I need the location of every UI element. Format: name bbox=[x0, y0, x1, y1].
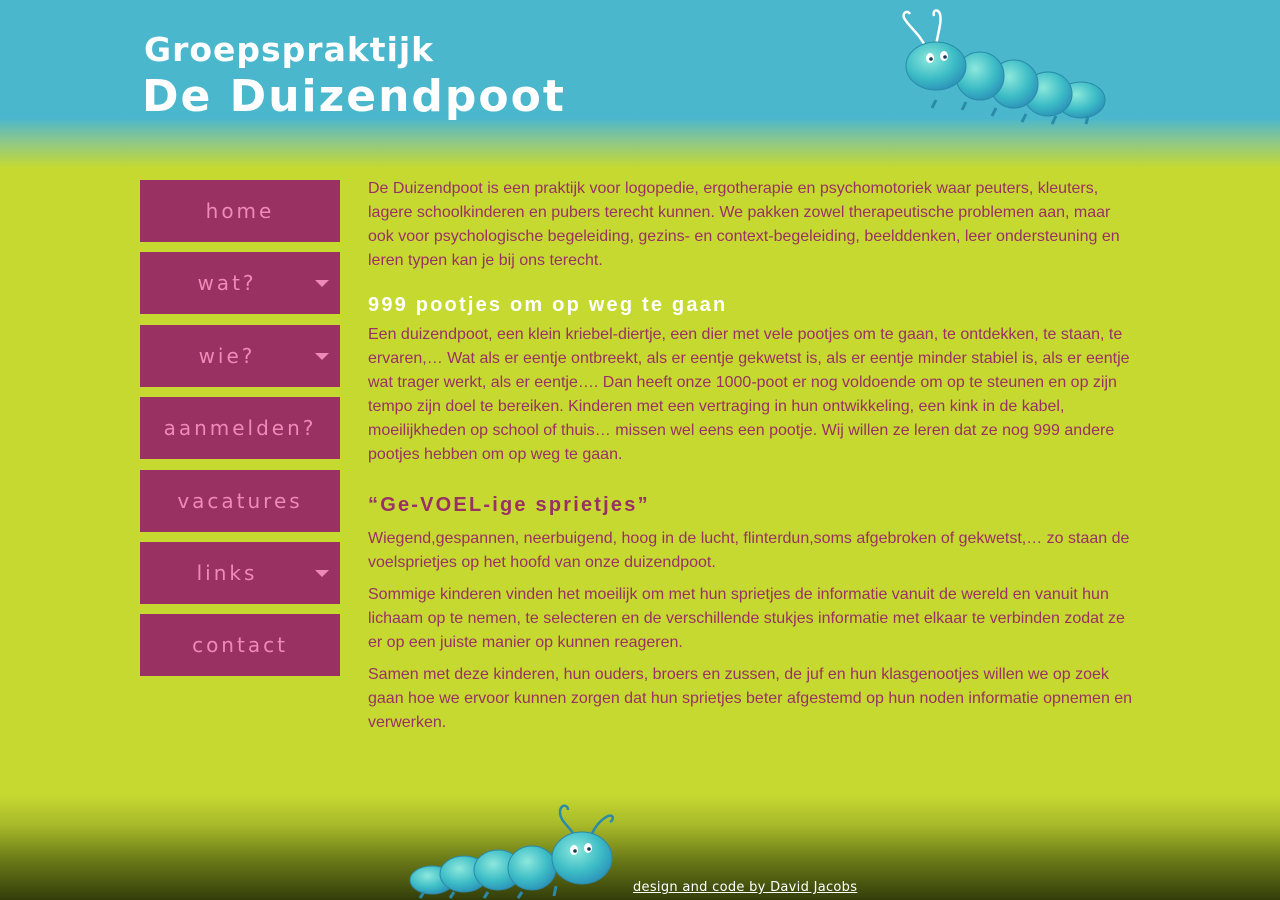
section-heading: 999 pootjes om op weg te gaan bbox=[368, 294, 728, 316]
nav-item-links[interactable] bbox=[140, 542, 340, 604]
nav-item-vacatures[interactable] bbox=[140, 470, 340, 532]
nav-item-wie[interactable] bbox=[140, 325, 340, 387]
nav-item-aanmelden[interactable] bbox=[140, 397, 340, 459]
chevron-down-icon bbox=[315, 280, 329, 287]
section-heading: “Ge-VOEL-ige sprietjes” bbox=[368, 494, 650, 516]
caterpillar-icon bbox=[896, 4, 1116, 128]
body-paragraph: Sommige kinderen vinden het moeilijk om met hun sprietjes de informatie vanuit de wereld en vanuit hun lichaam op te nemen, te selecteren en de verschillende stukjes informatie met elkaar te verbinden zodat ze er op een juiste manier op kunnen reageren. bbox=[368, 586, 1125, 651]
site-title: De Duizendpoot bbox=[142, 71, 566, 122]
main-navigation bbox=[140, 180, 340, 687]
nav-item-home[interactable] bbox=[140, 180, 340, 242]
nav-item-label: aanmelden? bbox=[163, 416, 317, 441]
nav-item-label: wat? bbox=[197, 271, 257, 296]
caterpillar-icon bbox=[404, 800, 619, 900]
main-content bbox=[368, 177, 1136, 743]
site-subtitle: Groepspraktijk bbox=[144, 30, 435, 69]
nav-item-label: wie? bbox=[198, 343, 256, 368]
chevron-down-icon bbox=[315, 570, 329, 577]
nav-item-label: links bbox=[196, 560, 258, 585]
intro-paragraph: De Duizendpoot is een praktijk voor logopedie, ergotherapie en psychomotoriek waar peuters, kleuters, lagere schoolkinderen en pubers terecht kunnen. We pakken zowel therapeutische problemen aan, maar ook voor psychologische begeleiding, gezins- en context-begeleiding, beelddenken, leer ondersteuning en leren typen kan je bij ons terecht. bbox=[368, 180, 1120, 269]
designer-credit-link[interactable]: design and code by David Jacobs bbox=[633, 880, 858, 895]
nav-item-label: home bbox=[205, 199, 275, 223]
nav-item-wat[interactable] bbox=[140, 252, 340, 314]
nav-item-label: contact bbox=[192, 633, 288, 658]
body-paragraph: Wiegend,gespannen, neerbuigend, hoog in de lucht, flinterdun,soms afgebroken of gekwetst,… zo staan de voelsprietjes op het hoofd van onze duizendpoot. bbox=[368, 530, 1130, 571]
body-paragraph: Een duizendpoot, een klein kriebel-diertje, een dier met vele pootjes om te gaan, te ontdekken, te staan, te ervaren,… Wat als er eentje ontbreekt, als er eentje gekwetst is, als er eentje minder stabiel is, als er eentje wat trager werkt, als er eentje…. Dan heeft onze 1000-poot er nog voldoende om op te steunen en op zijn tempo zijn doel te bereiken. Kinderen met een vertraging in hun ontwikkeling, een kink in de kabel, moeilijkheden op school of thuis… missen wel eens een pootje. Wij willen ze leren dat ze nog 999 andere pootjes hebben om op weg te gaan. bbox=[368, 326, 1130, 463]
chevron-down-icon bbox=[315, 353, 329, 360]
body-paragraph: Samen met deze kinderen, hun ouders, broers en zussen, de juf en hun klasgenootjes willen we op zoek gaan hoe we ervoor kunnen zorgen dat hun sprietjes beter afgestemd op hun noden informatie opnemen en verwerken. bbox=[368, 666, 1133, 731]
nav-item-contact[interactable] bbox=[140, 614, 340, 676]
nav-item-label: vacatures bbox=[177, 488, 303, 513]
